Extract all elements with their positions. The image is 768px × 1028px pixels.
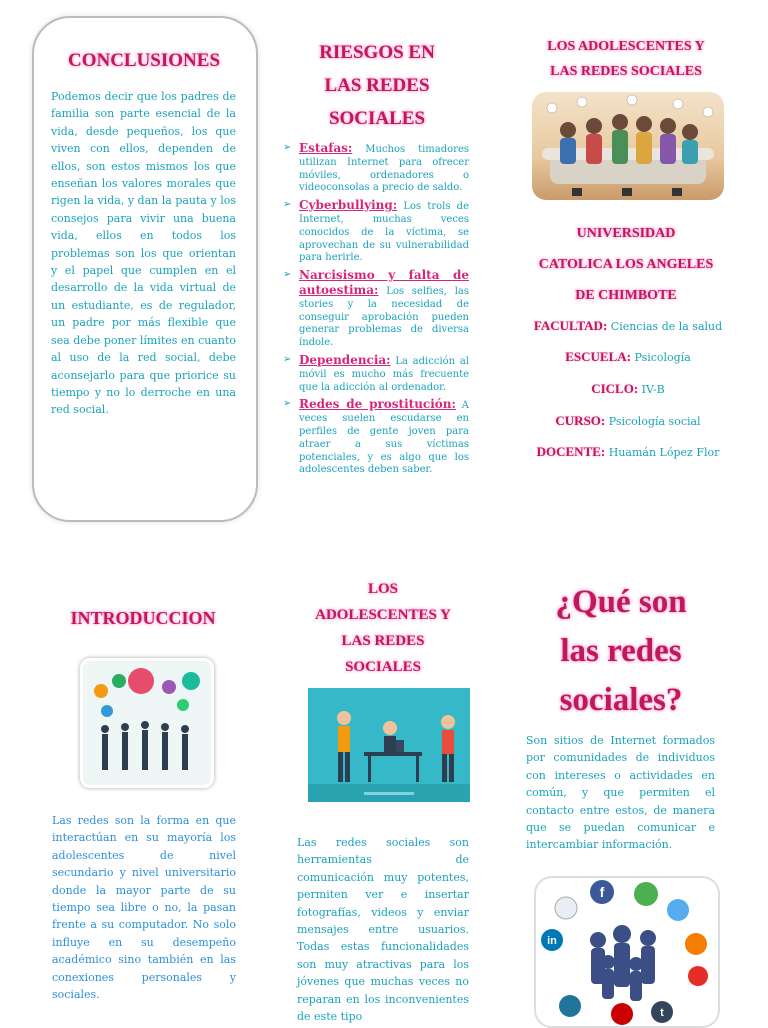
risk-text: Muchos timadores utilizan Internet para ofrecer móviles, ordenadores o videoconsolas a precio de saldo. <box>299 144 469 194</box>
risk-item-narcisismo <box>283 269 469 350</box>
riesgos-title-line-2: LAS REDES <box>324 75 430 96</box>
info-ciclo <box>520 381 736 397</box>
que-son-title <box>516 578 726 725</box>
middle-title-line-2: ADOLESCENTES Y <box>315 607 451 623</box>
info-docente <box>520 444 736 460</box>
arrow-bullet-icon: ➢ <box>283 353 292 365</box>
info-label: CICLO: <box>591 381 639 396</box>
info-curso <box>520 413 736 429</box>
conclusiones-title: CONCLUSIONES <box>67 50 221 71</box>
conclusiones-text: Podemos decir que los padres de familia son parte esencial de la vida, desde pequeños, los que viven con ellos, dependen de ellos, son estos mismos los que enseñan los valores morales que rigen la vida, y dan la pauta y los consejos para vivir una buena vida, ellos en todos los problemas son los que orientan y el papel que cumplen en el desarrollo de la vida virtual de un estudiante, es de regulador, un padre por más flexible que sea debe poner límites en cuanto al uso de la red social, debe aconsejarlo para que priorice su tiempo y no lo derroche en una red social. <box>51 90 236 417</box>
svg-text:in: in <box>547 935 557 947</box>
info-value: Psicología social <box>608 415 701 428</box>
risk-term: Narcisismo y falta de autoestima: <box>299 268 469 297</box>
introduccion-text: Las redes son la forma en que interactúan en su mayoría los adolescentes de nivel secundario y nivel universitario donde la mayor parte de su tiempo sea libre o no, la pasan frente a su computador. No solo influye en su desempeño académico sino también en las conexiones personales y sociales. <box>52 814 236 1002</box>
people-icons-illustration <box>83 661 211 785</box>
middle-title-line-4: SOCIALES <box>345 659 421 675</box>
risk-term: Redes de prostitución: <box>299 397 456 412</box>
university-line-1: UNIVERSIDAD <box>576 226 676 241</box>
risk-item-dependencia <box>283 354 469 394</box>
risk-item-cyberbullying <box>283 199 469 265</box>
middle-title-line-3: LAS REDES <box>341 633 425 649</box>
risk-text: La adicción al móvil es mucho más frecuente que la adicción al ordenador. <box>299 355 469 393</box>
students-laptop-image <box>308 688 470 802</box>
arrow-bullet-icon: ➢ <box>283 269 292 281</box>
teens-on-couch-image <box>532 92 724 200</box>
middle-title <box>292 576 474 680</box>
social-network-people-image <box>80 658 214 788</box>
cover-title-line-1: LOS ADOLESCENTES Y <box>547 39 705 54</box>
info-escuela <box>520 349 736 365</box>
university-name <box>516 218 736 311</box>
introduccion-title: INTRODUCCION <box>70 608 216 628</box>
risk-term: Cyberbullying: <box>299 198 398 213</box>
que-son-title-line-2: las redes <box>560 633 682 669</box>
risk-term: Estafas: <box>299 141 353 155</box>
que-son-title-line-3: sociales? <box>559 682 683 718</box>
riesgos-title-line-3: SOCIALES <box>328 108 426 129</box>
cover-title-line-2: LAS REDES SOCIALES <box>550 64 702 79</box>
info-value: IV-B <box>641 383 665 396</box>
svg-text:f: f <box>599 884 605 900</box>
info-value: Huamán López Flor <box>608 446 720 459</box>
que-son-title-line-1: ¿Qué son <box>555 584 687 620</box>
risk-text: A veces suelen escudarse en perfiles de gente joven para atraer a sus víctimas potenciales, y es algo que los adolescentes deben saber. <box>299 400 469 476</box>
svg-text:t: t <box>660 1007 664 1019</box>
info-value: Psicología <box>634 351 691 364</box>
arrow-bullet-icon: ➢ <box>283 199 292 211</box>
university-line-3: DE CHIMBOTE <box>575 288 677 303</box>
riesgos-title <box>282 36 472 135</box>
teens-illustration <box>532 92 724 200</box>
cover-title <box>516 34 736 84</box>
info-label: ESCUELA: <box>565 349 631 364</box>
info-label: DOCENTE: <box>536 444 606 459</box>
risk-term: Dependencia: <box>299 352 391 367</box>
social-media-people-image <box>534 876 720 1028</box>
middle-title-line-1: LOS <box>367 581 398 597</box>
arrow-bullet-icon: ➢ <box>283 142 292 153</box>
que-son-text: Son sitios de Internet formados por comunidades de individuos con intereses o actividades en común, y que permiten el contacto entre estos, de manera que se puedan comunicar e intercambiar información. <box>526 734 715 852</box>
students-illustration <box>308 688 470 802</box>
risk-text: Los selfies, las stories y la necesidad de conseguir aprobación pueden generar problemas de diversa índole. <box>299 285 469 349</box>
risk-text: Los trols de Internet, muchas veces conocidos de la víctima, se aprovechan de su vulnerabilidad para herirle. <box>299 201 469 264</box>
arrow-bullet-icon: ➢ <box>283 398 292 410</box>
middle-text: Las redes sociales son herramientas de comunicación muy potentes, permiten ver e insertar fotografías, videos y enviar mensajes entre usuarios. Todas estas funcionalidades son muy atractivas para los jóvenes que muchas veces no reparan en los inconvenientes de este tipo <box>297 836 469 1024</box>
risk-item-estafas <box>283 142 469 195</box>
risk-item-prostitucion <box>283 398 469 477</box>
info-value: Ciencias de la salud <box>610 320 723 333</box>
riesgos-title-line-1: RIESGOS EN <box>319 42 435 63</box>
info-label: FACULTAD: <box>533 318 608 333</box>
university-line-2: CATOLICA LOS ANGELES <box>538 257 714 272</box>
riesgos-list <box>283 142 469 481</box>
info-label: CURSO: <box>555 413 606 428</box>
info-facultad <box>520 318 736 334</box>
social-icons-illustration <box>536 878 718 1026</box>
